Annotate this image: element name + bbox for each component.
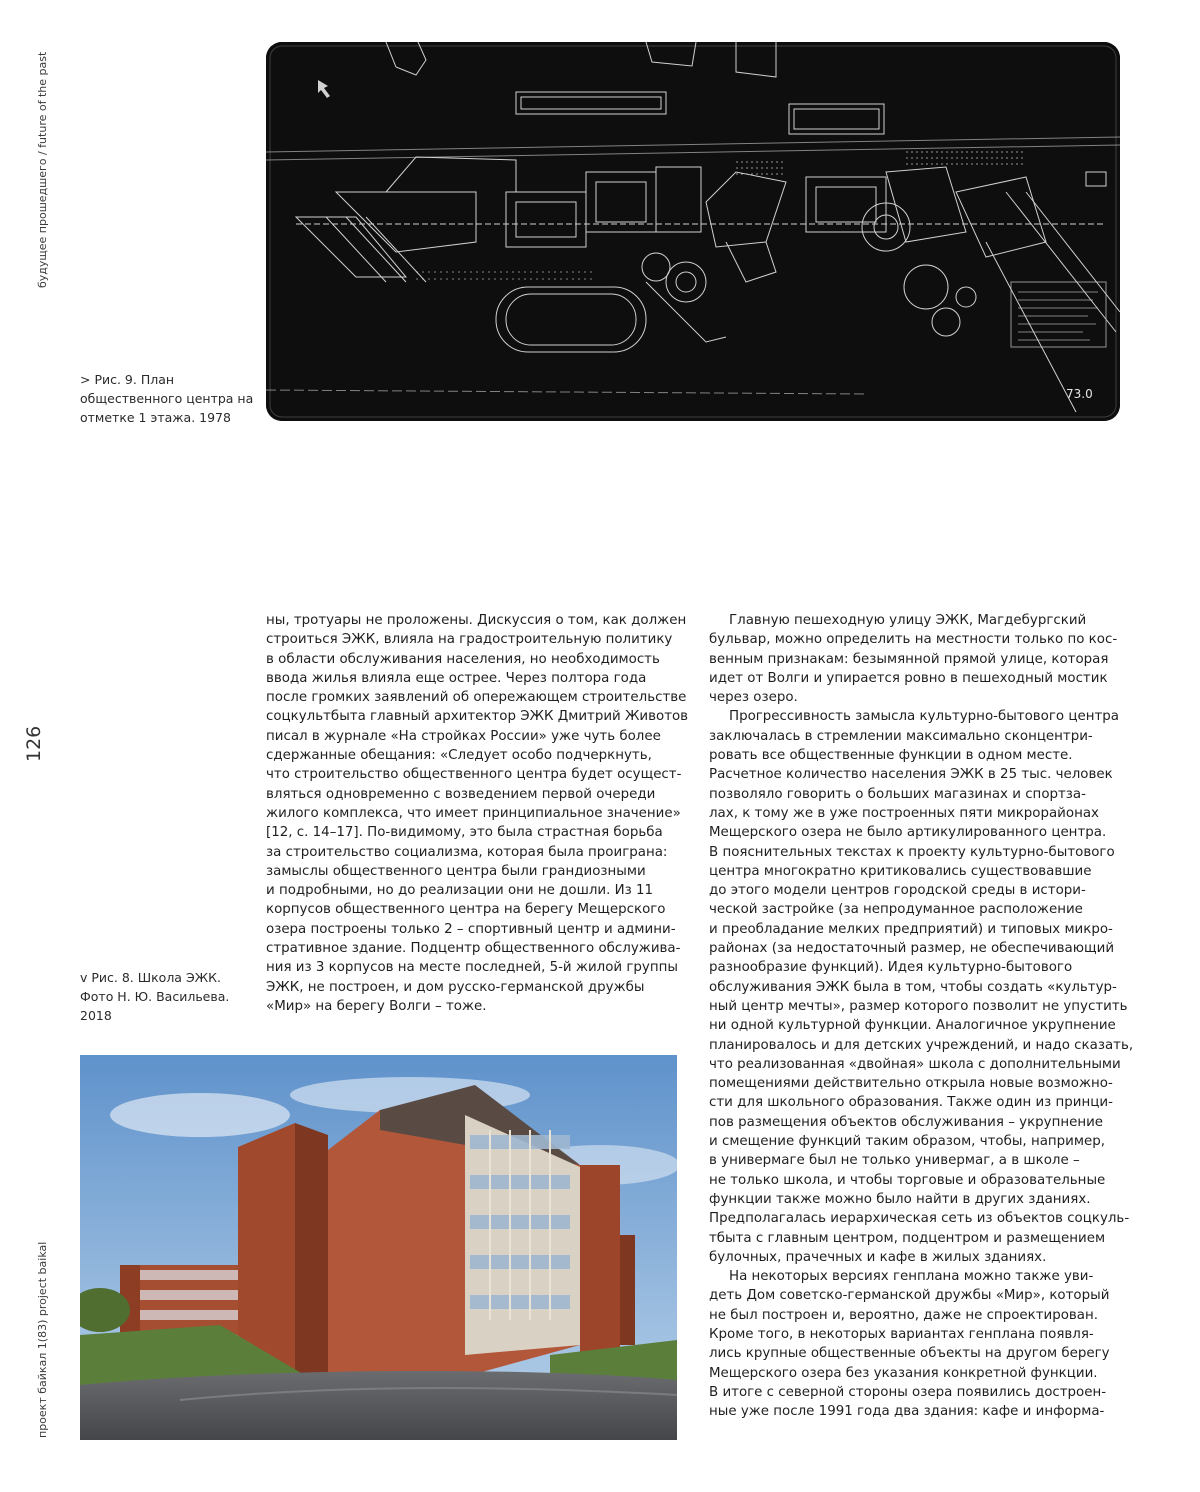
caption-line: Фото Н. Ю. Васильева. — [80, 989, 230, 1004]
text-line: планировалось и для детских учреждений, и надо сказать, — [709, 1037, 1134, 1053]
text-line: писал в журнале «На стройках России» уже чуть более — [266, 728, 661, 744]
text-line: что реализованная «двойная» школа с дополнительными — [709, 1056, 1121, 1072]
text-line: Главную пешеходную улицу ЭЖК, Магдебургский — [729, 613, 1087, 628]
caption-line: > Рис. 9. План — [80, 372, 175, 387]
text-line: В итоге с северной стороны озера появились достроен- — [709, 1384, 1107, 1400]
text-line: лах, к тому же в уже построенных пяти микрорайонах — [709, 805, 1099, 821]
text-line: лись крупные общественные объекты на другом берегу — [709, 1346, 1110, 1362]
text-line: в универмаге был не только универмаг, а в школе – — [709, 1153, 1080, 1169]
text-line: центра многократно критиковались существовавшие — [709, 863, 1092, 879]
text-line: Мещерского озера без указания конкретной функции. — [709, 1365, 1098, 1381]
text-line: и смещение функций таким образом, чтобы, например, — [709, 1134, 1105, 1150]
text-line: ны, тротуары не проложены. Дискуссия о том, как должен — [266, 613, 687, 628]
text-line: ЭЖК, не построен, и дом русско-германской дружбы — [266, 979, 645, 995]
text-line: строиться ЭЖК, влияла на градостроительную политику — [266, 632, 673, 648]
text-line: Прогрессивность замысла культурно-бытового центра — [729, 709, 1119, 725]
text-line: ческой застройке (за непродуманное расположение — [709, 902, 1083, 918]
running-head: будущее прошедшего / future of the past — [36, 51, 49, 288]
text-line: ни одной культурной функции. Аналогичное укрупнение — [709, 1018, 1116, 1034]
text-line: Кроме того, в некоторых вариантах генплана появля- — [709, 1326, 1094, 1342]
page-number: 126 — [23, 725, 45, 762]
text-line: до этого модели центров городской среды в истори- — [709, 883, 1086, 899]
text-line: после громких заявлений об опережающем строительстве — [266, 690, 687, 706]
text-line: озера построены только 2 – спортивный центр и админи- — [266, 921, 676, 937]
figure-9-site-plan — [266, 42, 1120, 421]
text-line: функции также можно было найти в других зданиях. — [709, 1191, 1091, 1207]
text-line: бульвар, можно определить на местности только по кос- — [709, 632, 1118, 648]
text-line: не был построен и, вероятно, даже не спроектирован. — [709, 1307, 1099, 1323]
text-line: обслуживания ЭЖК была в том, чтобы создать «культур- — [709, 979, 1117, 995]
text-line: и преобладание мелких предприятий) и типовых микро- — [709, 921, 1113, 937]
text-line: через озеро. — [709, 690, 798, 706]
body-text-left-column — [266, 611, 689, 1016]
text-line: стративное здание. Подцентр общественного обслужива- — [266, 941, 681, 957]
figure-8-school-photo — [80, 1055, 677, 1440]
text-line: Предполагалась иерархическая сеть из объектов соцкуль- — [709, 1211, 1130, 1227]
text-line: замыслы общественного центра были грандиозными — [266, 863, 646, 879]
text-line: венным признакам: безымянной прямой улице, которая — [709, 651, 1109, 667]
text-line: и подробными, но до реализации они не дошли. Из 11 — [266, 883, 654, 899]
caption-line: отметке 1 этажа. 1978 — [80, 410, 231, 425]
text-line: ный центр мечты», размер которого позволит не упустить — [709, 998, 1128, 1014]
text-line: вляться одновременно с возведением первой очереди — [266, 786, 656, 802]
text-line: Расчетное количество населения ЭЖК в 25 тыс. человек — [709, 767, 1113, 783]
body-text-right-column — [709, 611, 1139, 1421]
caption-line: v Рис. 8. Школа ЭЖК. — [80, 970, 221, 985]
text-line: сти для школьного образования. Также один из принци- — [709, 1095, 1113, 1111]
text-line: позволяло говорить о больших магазинах и спортза- — [709, 786, 1086, 802]
figure-8-caption — [80, 968, 250, 1025]
text-line: На некоторых версиях генплана можно также уви- — [729, 1269, 1094, 1285]
text-line: разнообразие функций). Идея культурно-бытового — [709, 960, 1073, 976]
text-line: заключалась в стремлении максимально сконцентри- — [709, 728, 1093, 744]
text-line: тбыта с главным центром, подцентром и размещением — [709, 1230, 1106, 1246]
caption-line: общественного центра на — [80, 391, 254, 406]
text-line: соцкультбыта главный архитектор ЭЖК Дмитрий Животов — [266, 709, 689, 725]
text-line: В пояснительных текстах к проекту культурно-бытового — [709, 844, 1115, 860]
text-line: идет от Волги и упирается ровно в пешеходный мостик — [709, 670, 1108, 686]
text-line: ния из 3 корпусов на месте последней, 5-й жилой группы — [266, 960, 678, 976]
text-line: за строительство социализма, которая была проиграна: — [266, 844, 668, 860]
text-line: что строительство общественного центра будет осущест- — [266, 767, 682, 783]
text-line: жилого комплекса, что имеет принципиальное значение» — [266, 805, 681, 821]
text-line: не только школа, и чтобы торговые и образовательные — [709, 1172, 1106, 1188]
text-line: «Мир» на берегу Волги – тоже. — [266, 998, 487, 1014]
text-line: [12, с. 14–17]. По-видимому, это была страстная борьба — [266, 825, 663, 841]
figure-9-caption — [80, 370, 254, 427]
text-line: ные уже после 1991 года два здания: кафе и информа- — [709, 1404, 1105, 1420]
plan-sheet-number: 73.0 — [1066, 387, 1093, 401]
text-line: корпусов общественного центра на берегу Мещерского — [266, 902, 666, 918]
text-line: ровать все общественные функции в одном месте. — [709, 748, 1073, 764]
text-line: сдержанные обещания: «Следует особо подчеркнуть, — [266, 748, 652, 764]
text-line: Мещерского озера не было артикулированного центра. — [709, 825, 1107, 841]
text-line: районах (за недостаточный размер, не обеспечивающий — [709, 941, 1115, 957]
text-line: булочных, прачечных и кафе в жилых зданиях. — [709, 1249, 1047, 1265]
text-line: деть Дом советско-германской дружбы «Мир», который — [709, 1288, 1110, 1304]
text-line: в области обслуживания населения, но необходимость — [266, 651, 660, 667]
text-line: ввода жилья влияла еще острее. Через полтора года — [266, 670, 647, 686]
text-line: помещениями действительно открыла новые возможно- — [709, 1076, 1113, 1092]
caption-line: 2018 — [80, 1008, 112, 1023]
journal-title: проект байкал 1(83) project baikal — [36, 1241, 49, 1438]
text-line: пов размещения объектов обслуживания – укрупнение — [709, 1114, 1104, 1130]
